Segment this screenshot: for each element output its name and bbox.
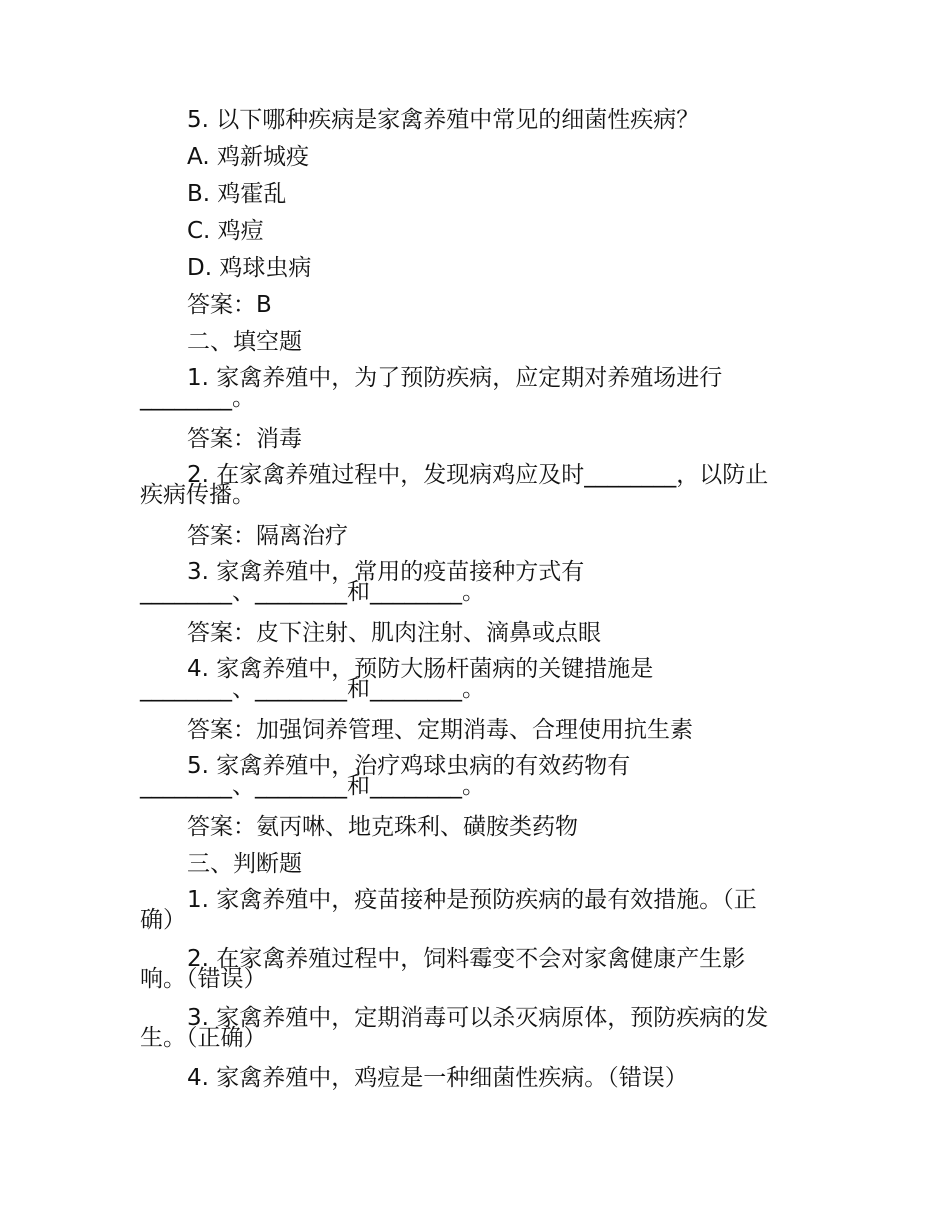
fill-answer-5: 答案：氨丙啉、地克珠利、磺胺类药物 <box>187 814 578 840</box>
fill-answer-3: 答案：皮下注射、肌肉注射、滴鼻或点眼 <box>187 620 601 646</box>
fill-answer-1: 答案：消毒 <box>187 426 302 452</box>
fill-question-4-line1: 4. 家禽养殖中，预防大肠杆菌病的关键措施是 <box>187 656 654 682</box>
judge-question-3 <box>140 1001 820 1060</box>
fill-question-1 <box>140 361 820 421</box>
judge-question-1 <box>140 883 820 942</box>
fill-question-5-line1: 5. 家禽养殖中，治疗鸡球虫病的有效药物有 <box>187 753 631 779</box>
answer-q5: 答案：B <box>187 292 272 318</box>
fill-question-5 <box>140 749 820 809</box>
question-5: 5. 以下哪种疾病是家禽养殖中常见的细菌性疾病？ <box>187 107 700 133</box>
section-fill-in: 二、填空题 <box>187 329 302 355</box>
fill-question-1-line2: ________。 <box>140 385 255 411</box>
judge-question-2 <box>140 942 820 1001</box>
option-a: A. 鸡新城疫 <box>187 144 309 170</box>
fill-question-1-line1: 1. 家禽养殖中，为了预防疾病，应定期对养殖场进行 <box>187 365 723 391</box>
judge-question-2-line2: 响。（错误） <box>140 966 267 992</box>
fill-question-5-line2: ________、________和________。 <box>140 773 485 799</box>
fill-question-4-line2: ________、________和________。 <box>140 676 485 702</box>
section-true-false: 三、判断题 <box>187 851 302 877</box>
document-page <box>140 102 820 1097</box>
judge-question-1-line2: 确） <box>140 907 186 933</box>
option-d: D. 鸡球虫病 <box>187 255 312 281</box>
fill-question-3-line2: ________、________和________。 <box>140 579 485 605</box>
judge-question-4: 4. 家禽养殖中，鸡痘是一种细菌性疾病。（错误） <box>187 1065 688 1091</box>
judge-question-2-line1: 2. 在家禽养殖过程中，饲料霉变不会对家禽健康产生影 <box>187 946 746 972</box>
judge-question-3-line2: 生。（正确） <box>140 1025 267 1051</box>
fill-answer-2: 答案：隔离治疗 <box>187 523 348 549</box>
judge-question-1-line1: 1. 家禽养殖中，疫苗接种是预防疾病的最有效措施。（正 <box>187 887 757 913</box>
fill-question-2 <box>140 458 820 518</box>
option-c: C. 鸡痘 <box>187 218 264 244</box>
fill-question-2-line2: 疾病传播。 <box>140 482 255 508</box>
judge-question-3-line1: 3. 家禽养殖中，定期消毒可以杀灭病原体，预防疾病的发 <box>187 1005 769 1031</box>
fill-question-3-line1: 3. 家禽养殖中，常用的疫苗接种方式有 <box>187 559 585 585</box>
fill-question-2-line1: 2. 在家禽养殖过程中，发现病鸡应及时________，以防止 <box>187 462 769 488</box>
fill-answer-4: 答案：加强饲养管理、定期消毒、合理使用抗生素 <box>187 717 693 743</box>
fill-question-4 <box>140 652 820 712</box>
option-b: B. 鸡霍乱 <box>187 181 287 207</box>
fill-question-3 <box>140 555 820 615</box>
